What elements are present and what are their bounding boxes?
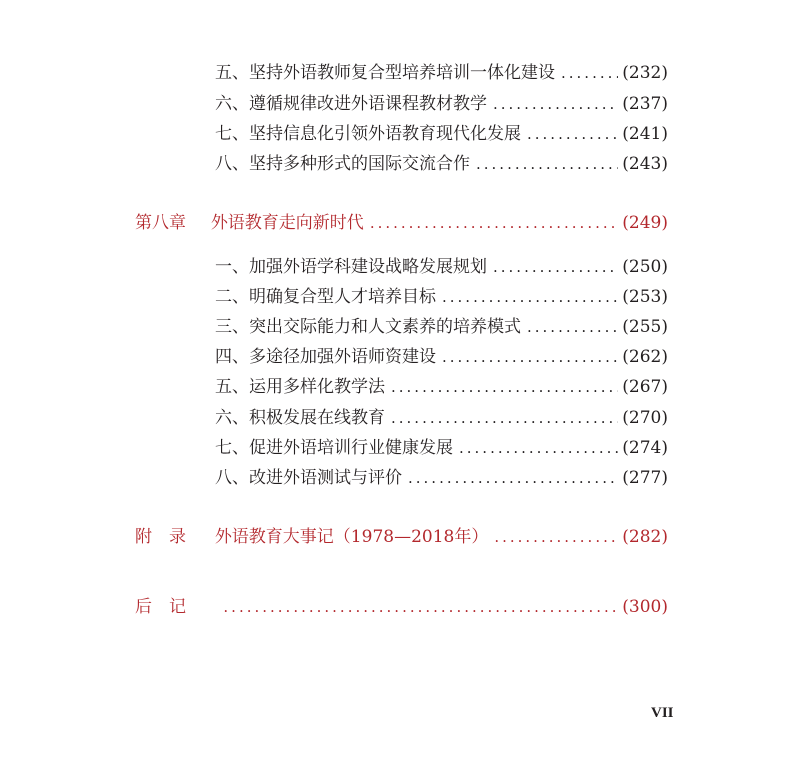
toc-entry-page: (232)	[622, 63, 668, 83]
appendix-title: 外语教育大事记（1978—2018年）	[214, 527, 489, 547]
toc-entry[interactable]	[215, 256, 668, 278]
appendix-prefix: 附 录	[135, 527, 186, 547]
toc-entry-page: (253)	[622, 287, 668, 307]
toc-entry-title: 四、多途径加强外语师资建设	[215, 347, 436, 367]
toc-entry-title: 六、积极发展在线教育	[215, 408, 385, 428]
toc-entry-page: (270)	[622, 408, 668, 428]
leader-dots	[442, 346, 618, 368]
chapter-title: 外语教育走向新时代	[210, 213, 364, 233]
toc-entry-title: 三、突出交际能力和人文素养的培养模式	[215, 317, 521, 337]
toc-entry-title: 六、遵循规律改进外语课程教材教学	[215, 94, 487, 114]
toc-entry[interactable]	[215, 286, 668, 308]
toc-entry[interactable]	[215, 437, 668, 459]
leader-dots	[442, 286, 618, 308]
leader-dots	[527, 316, 618, 338]
appendix-page: (282)	[622, 527, 668, 547]
toc-entry-title: 七、坚持信息化引领外语教育现代化发展	[215, 124, 521, 144]
leader-dots	[494, 526, 618, 548]
leader-dots	[493, 256, 618, 278]
leader-dots	[476, 153, 618, 175]
toc-entry-title: 一、加强外语学科建设战略发展规划	[215, 257, 487, 277]
afterword-page: (300)	[622, 597, 668, 617]
toc-entry-page: (250)	[622, 257, 668, 277]
toc-entry-page: (243)	[622, 154, 668, 174]
toc-entry-page: (241)	[622, 124, 668, 144]
afterword-prefix: 后 记	[135, 597, 186, 617]
leader-dots	[459, 437, 618, 459]
toc-entry[interactable]	[215, 153, 668, 175]
leader-dots	[391, 407, 618, 429]
toc-entry[interactable]	[215, 316, 668, 338]
leader-dots	[223, 596, 618, 618]
toc-appendix[interactable]	[135, 526, 668, 548]
toc-entry-page: (274)	[622, 438, 668, 458]
chapter-page: (249)	[622, 213, 668, 233]
leader-dots	[561, 62, 618, 84]
toc-entry[interactable]	[215, 62, 668, 84]
toc-entry-page: (277)	[622, 468, 668, 488]
toc-entry-title: 五、运用多样化教学法	[215, 377, 385, 397]
toc-entry-title: 七、促进外语培训行业健康发展	[215, 438, 453, 458]
toc-chapter-8[interactable]	[135, 212, 668, 234]
toc-entry[interactable]	[215, 467, 668, 489]
afterword-heading	[135, 596, 217, 618]
toc-entry[interactable]	[215, 93, 668, 115]
toc-entry-page: (237)	[622, 94, 668, 114]
toc-entry-page: (262)	[622, 347, 668, 367]
appendix-heading	[135, 526, 488, 548]
toc-entry[interactable]	[215, 376, 668, 398]
leader-dots	[408, 467, 618, 489]
leader-dots	[527, 123, 618, 145]
toc-entry-title: 五、坚持外语教师复合型培养培训一体化建设	[215, 63, 555, 83]
leader-dots	[391, 376, 618, 398]
toc-entry-title: 八、改进外语测试与评价	[215, 468, 402, 488]
leader-dots	[493, 93, 618, 115]
toc-afterword[interactable]	[135, 596, 668, 618]
toc-entry[interactable]	[215, 407, 668, 429]
toc-entry[interactable]	[215, 346, 668, 368]
toc-entry-title: 八、坚持多种形式的国际交流合作	[215, 154, 470, 174]
chapter-number: 第八章	[135, 213, 186, 233]
toc-entry-page: (255)	[622, 317, 668, 337]
chapter-heading	[135, 212, 364, 234]
toc-entry-title: 二、明确复合型人才培养目标	[215, 287, 436, 307]
leader-dots	[370, 212, 618, 234]
page-number: VII	[651, 705, 674, 721]
toc-entry[interactable]	[215, 123, 668, 145]
toc-entry-page: (267)	[622, 377, 668, 397]
